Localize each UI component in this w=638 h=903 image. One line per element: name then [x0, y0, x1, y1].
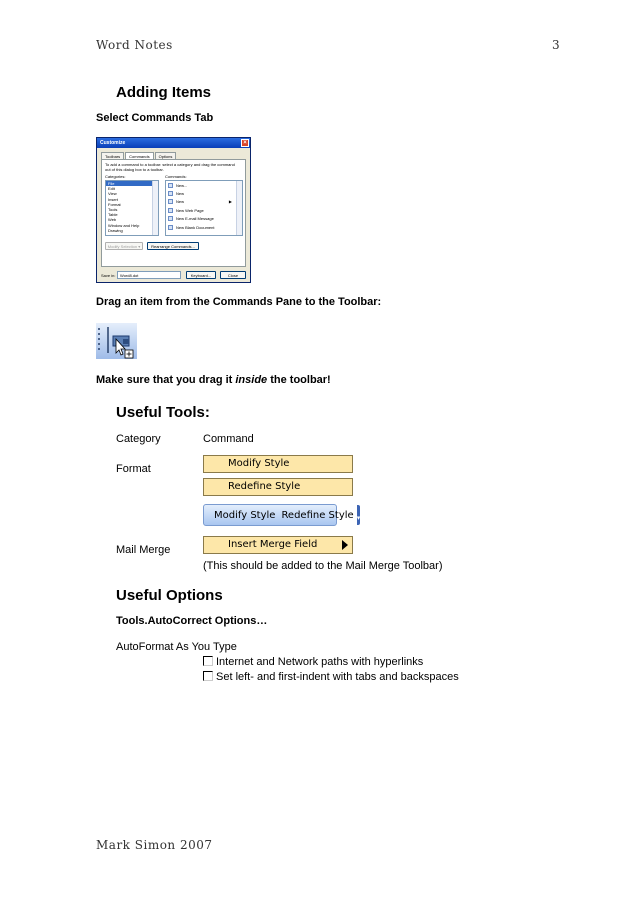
heading-adding-items: Adding Items — [116, 84, 212, 101]
modify-style-button[interactable]: Modify Style — [203, 455, 353, 473]
list-item[interactable]: Insert — [108, 196, 119, 202]
make-sure-pre: Make sure that you drag it — [96, 374, 236, 386]
insert-merge-field-label: Insert Merge Field — [228, 539, 318, 550]
command-label: New... — [176, 182, 188, 188]
column-category: Category — [116, 433, 161, 445]
toolbar-redefine-style-button[interactable]: Redefine Style — [281, 509, 354, 521]
categories-list[interactable] — [105, 180, 159, 236]
command-label: New E-mail Message — [176, 216, 214, 222]
drag-instruction-text: Drag an item from the Commands Pane to the Toolbar: — [96, 296, 382, 308]
list-item[interactable]: File — [106, 181, 158, 186]
heading-useful-options: Useful Options — [116, 587, 223, 604]
hyperlinks-option-label: Internet and Network paths with hyperlinks — [216, 656, 424, 668]
list-item[interactable] — [166, 223, 242, 231]
make-sure-emphasis: inside — [235, 374, 268, 386]
document-icon — [168, 183, 173, 188]
tab-options[interactable]: Options — [155, 152, 177, 160]
make-sure-post: the toolbar! — [267, 374, 331, 386]
command-label: New Web Page — [176, 207, 204, 213]
category-mail-merge: Mail Merge — [116, 544, 171, 556]
toolbar-modify-style-button[interactable]: Modify Style — [214, 509, 276, 521]
insert-merge-field-button[interactable] — [203, 536, 353, 554]
autoformat-label: AutoFormat As You Type — [116, 641, 237, 653]
scrollbar[interactable] — [236, 181, 242, 235]
list-item[interactable]: View — [108, 191, 117, 197]
menu-path: Tools.AutoCorrect Options… — [116, 615, 268, 627]
dialog-titlebar — [97, 138, 250, 148]
column-command: Command — [203, 433, 254, 445]
dialog-panel — [101, 159, 246, 267]
list-item[interactable]: Drawing — [108, 227, 123, 233]
list-item[interactable] — [166, 181, 242, 189]
command-label: New — [176, 191, 185, 197]
close-button[interactable]: Close — [220, 271, 246, 279]
tab-toolbars[interactable]: Toolbars — [101, 152, 124, 160]
command-label: New — [176, 199, 185, 205]
keyboard-button[interactable]: Keyboard... — [186, 271, 216, 279]
list-item[interactable]: Tools — [108, 207, 118, 213]
make-sure-text — [96, 374, 331, 386]
dialog-instruction: To add a command to a toolbar: select a category and drag the command out of this dialog box to a toolbar. — [105, 162, 235, 172]
list-item[interactable] — [166, 215, 242, 223]
list-item[interactable]: Web — [108, 217, 117, 223]
document-icon — [168, 199, 173, 204]
drag-to-toolbar-icon — [96, 323, 137, 359]
save-in-select[interactable]: Word8.dot — [117, 271, 181, 279]
header-title: Word Notes — [96, 38, 173, 52]
command-label: New Blank Document — [176, 224, 215, 230]
rearrange-commands-button[interactable]: Rearrange Commands... — [147, 242, 199, 250]
hyperlinks-checkbox[interactable] — [203, 656, 213, 666]
indent-option-label: Set left- and first-indent with tabs and backspaces — [216, 671, 459, 683]
dialog-title: Customize — [100, 140, 126, 146]
email-icon — [168, 216, 173, 221]
list-item[interactable] — [166, 198, 242, 206]
mail-merge-note: (This should be added to the Mail Merge Toolbar) — [203, 560, 443, 572]
commands-label: Commands: — [165, 174, 187, 179]
category-format: Format — [116, 463, 151, 475]
close-icon[interactable]: × — [241, 139, 249, 147]
web-page-icon — [168, 208, 173, 213]
commands-list[interactable] — [165, 180, 243, 236]
submenu-arrow-icon — [342, 540, 348, 550]
customize-dialog — [96, 137, 251, 283]
select-commands-tab-text: Select Commands Tab — [96, 112, 214, 124]
toolbar-options-icon[interactable]: ▾ — [357, 505, 361, 525]
indent-checkbox[interactable] — [203, 671, 213, 681]
list-item[interactable]: Window and Help — [108, 222, 140, 228]
redefine-style-button[interactable]: Redefine Style — [203, 478, 353, 496]
footer-text: Mark Simon 2007 — [96, 838, 213, 852]
document-icon — [168, 191, 173, 196]
list-item[interactable]: Format — [108, 201, 121, 207]
submenu-arrow-icon: ▶ — [228, 199, 232, 205]
list-item[interactable]: Edit — [108, 186, 115, 192]
list-item[interactable]: Table — [108, 212, 118, 218]
scrollbar[interactable] — [152, 181, 158, 235]
modify-selection-button[interactable]: Modify Selection ▾ — [105, 242, 143, 250]
tab-commands[interactable]: Commands — [125, 152, 153, 160]
list-item[interactable] — [166, 206, 242, 214]
document-icon — [168, 225, 173, 230]
custom-toolbar — [203, 504, 361, 526]
categories-label: Categories: — [105, 174, 126, 179]
page-number: 3 — [552, 38, 561, 52]
save-in-label: Save in: — [101, 273, 116, 278]
list-item[interactable] — [166, 189, 242, 197]
heading-useful-tools: Useful Tools: — [116, 404, 210, 421]
